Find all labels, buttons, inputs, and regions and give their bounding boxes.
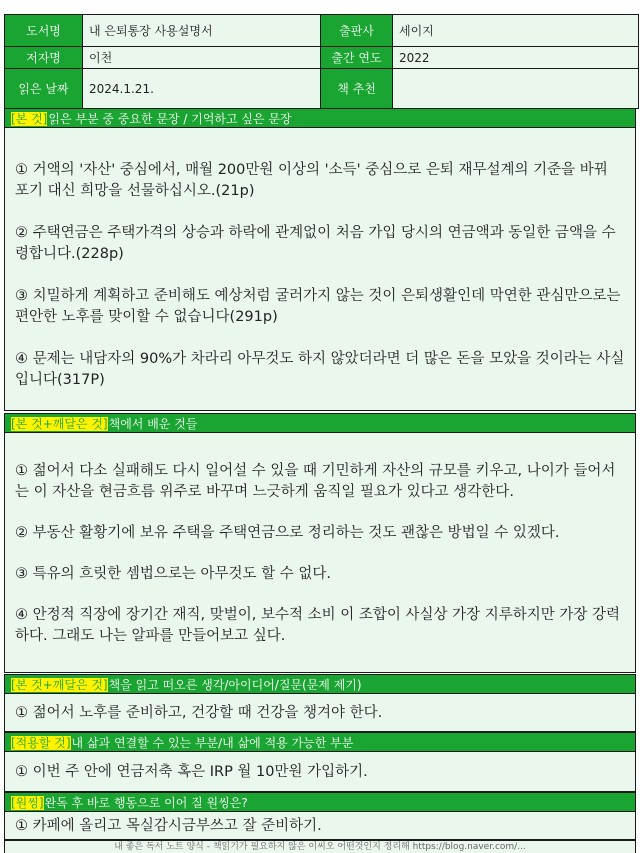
section-body-seen bbox=[4, 128, 636, 411]
read-date-label: 읽은 날짜 bbox=[5, 69, 83, 109]
author-value: 이천 bbox=[83, 47, 321, 69]
section-tag: [본 것+깨달은 것] bbox=[11, 417, 108, 431]
section-body-apply bbox=[4, 752, 636, 792]
idea-item: ① 젊어서 노후를 준비하고, 건강할 때 건강을 챙겨야 한다. bbox=[15, 705, 383, 721]
section-heading-onething bbox=[4, 792, 636, 812]
book-info-table bbox=[4, 14, 639, 109]
publisher-value: 세이지 bbox=[393, 15, 639, 47]
learned-item: ④ 안정적 직장에 장기간 재직, 맞벌이, 보수적 소비 이 조합이 사실상 가장 지루하지만 가장 강력하다. 그래도 나는 알파를 만들어보고 싶다. bbox=[15, 607, 621, 644]
recommend-label: 책 추천 bbox=[321, 69, 393, 109]
section-title: 내 삶과 연결할 수 있는 부분/내 삶에 적용 가능한 부분 bbox=[71, 736, 354, 750]
section-heading-apply bbox=[4, 732, 636, 752]
section-heading-ideas bbox=[4, 674, 636, 694]
title-label: 도서명 bbox=[5, 15, 83, 47]
recommend-value bbox=[393, 69, 639, 109]
footer-note: 내 좋은 독서 노트 양식 - 책읽기가 필요하지 않은 이씨오 어떤것인지 정리해 https://blog.naver.com/... bbox=[4, 840, 636, 853]
publisher-label: 출판사 bbox=[321, 15, 393, 47]
section-body-learned bbox=[4, 433, 636, 673]
year-value: 2022 bbox=[393, 47, 639, 69]
title-value: 내 은퇴통장 사용설명서 bbox=[83, 15, 321, 47]
onething-item: ① 카페에 올리고 목실감시금부쓰고 잘 준비하기. bbox=[15, 818, 322, 834]
year-label: 출간 연도 bbox=[321, 47, 393, 69]
section-heading-learned bbox=[4, 413, 636, 433]
section-title: 읽은 부분 중 중요한 문장 / 기억하고 싶은 문장 bbox=[48, 112, 292, 126]
section-title: 완독 후 바로 행동으로 이어 질 원씽은? bbox=[44, 796, 248, 810]
quote-item: ② 주택연금은 주택가격의 상승과 하락에 관계없이 처음 가입 당시의 연금액과 동일한 금액을 수령합니다.(228p) bbox=[15, 225, 616, 262]
section-body-onething bbox=[4, 812, 636, 840]
section-body-ideas bbox=[4, 694, 636, 732]
section-tag: [본 것] bbox=[11, 112, 48, 126]
section-tag: [원씽] bbox=[11, 796, 44, 810]
quote-item: ④ 문제는 내담자의 90%가 차라리 아무것도 하지 않았더라면 더 많은 돈을 모았을 것이라는 사실입니다(317P) bbox=[15, 351, 625, 388]
apply-item: ① 이번 주 안에 연금저축 혹은 IRP 월 10만원 가입하기. bbox=[15, 764, 368, 780]
learned-item: ① 젊어서 다소 실패해도 다시 일어설 수 있을 때 기민하게 자산의 규모를 키우고, 나이가 들어서는 이 자산을 현금흐름 위주로 바꾸며 느긋하게 움직일 필요가 있다고 생각한다. bbox=[15, 463, 616, 500]
learned-item: ③ 특유의 흐릿한 셈법으로는 아무것도 할 수 없다. bbox=[15, 566, 332, 582]
section-tag: [적용할 것] bbox=[11, 736, 71, 750]
learned-item: ② 부동산 활황기에 보유 주택을 주택연금으로 정리하는 것도 괜찮은 방법일 수 있겠다. bbox=[15, 525, 560, 541]
section-title: 책을 읽고 떠오른 생각/아이디어/질문(문제 제기) bbox=[108, 678, 362, 692]
read-date-value: 2024.1.21. bbox=[83, 69, 321, 109]
quote-item: ① 거액의 '자산' 중심에서, 매월 200만원 이상의 '소득' 중심으로 은퇴 재무설계의 기준을 바꿔 포기 대신 희망을 선물하십시오.(21p) bbox=[15, 162, 608, 199]
section-heading-seen bbox=[4, 108, 636, 128]
author-label: 저자명 bbox=[5, 47, 83, 69]
quote-item: ③ 치밀하게 계획하고 준비해도 예상처럼 굴러가지 않는 것이 은퇴생활인데 막연한 관심만으로는 편안한 노후를 맞이할 수 없습니다(291p) bbox=[15, 288, 621, 325]
section-title: 책에서 배운 것들 bbox=[108, 417, 198, 431]
section-tag: [본 것+깨달은 것] bbox=[11, 678, 108, 692]
